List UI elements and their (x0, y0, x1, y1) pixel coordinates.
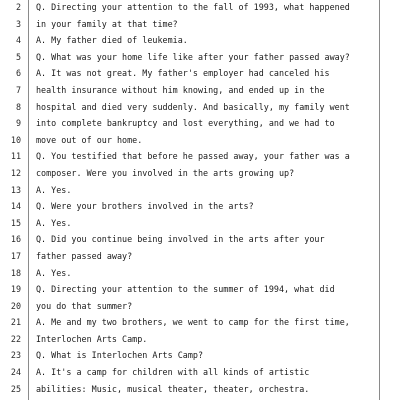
line-number: 2 (15, 2, 21, 12)
line-text: health insurance without him knowing, and ended up in the (36, 84, 325, 95)
transcript-line (0, 65, 400, 82)
line-number: 9 (15, 118, 21, 129)
transcript-line (0, 16, 400, 33)
line-text: in your family at that time? (36, 18, 178, 29)
line-number: 16 (10, 234, 21, 245)
line-text: A. Yes. (36, 267, 72, 278)
transcript-line (0, 347, 400, 364)
line-number: 11 (10, 151, 21, 162)
line-number: 8 (15, 101, 21, 112)
line-text: abilities: Music, musical theater, theater, orchestra. (36, 383, 310, 394)
line-number: 3 (15, 18, 21, 29)
line-text: move out of our home. (36, 134, 143, 145)
line-text: into complete bankruptcy and lost everything, and we had to (36, 118, 335, 129)
transcript-line (0, 231, 400, 248)
line-number: 6 (15, 68, 21, 79)
transcript-line (0, 132, 400, 149)
line-text: A. Yes. (36, 217, 72, 228)
line-text: father passed away? (36, 250, 133, 261)
line-number: 10 (10, 134, 21, 145)
transcript-line (0, 215, 400, 232)
line-text: Q. You testified that before he passed away, your father was a (36, 151, 350, 162)
line-text: A. My father died of leukemia. (36, 35, 188, 46)
transcript-line (0, 82, 400, 99)
line-number: 13 (10, 184, 21, 195)
transcript-line (0, 364, 400, 381)
transcript-line (0, 182, 400, 199)
line-number: 17 (10, 250, 21, 261)
transcript-line (0, 381, 400, 398)
transcript-line (0, 331, 400, 348)
line-number: 23 (10, 350, 21, 361)
line-text: Q. What is Interlochen Arts Camp? (36, 350, 204, 361)
line-number: 15 (10, 217, 21, 228)
transcript-line (0, 165, 400, 182)
transcript-line (0, 281, 400, 298)
line-text: A. It's a camp for children with all kinds of artistic (36, 367, 310, 378)
line-text: Q. Did you continue being involved in the arts after your (36, 234, 325, 245)
line-text: Q. Were your brothers involved in the arts? (36, 201, 254, 212)
transcript-line (0, 265, 400, 282)
line-number: 19 (10, 284, 21, 295)
line-text: A. Yes. (36, 184, 72, 195)
line-number: 12 (10, 167, 21, 178)
line-text: A. It was not great. My father's employer had canceled his (36, 68, 330, 79)
line-number: 7 (15, 84, 21, 95)
line-number: 21 (10, 317, 21, 328)
transcript-line (0, 148, 400, 165)
line-text: hospital and died very suddenly. And basically, my family went (36, 101, 350, 112)
transcript-line (0, 298, 400, 315)
line-number: 20 (10, 300, 21, 311)
line-text: composer. Were you involved in the arts growing up? (36, 167, 295, 178)
line-text: you do that summer? (36, 300, 133, 311)
line-number: 24 (10, 367, 21, 378)
line-number: 14 (10, 201, 21, 212)
transcript-line (0, 248, 400, 265)
transcript-line (0, 99, 400, 116)
transcript-line (0, 314, 400, 331)
line-number: 25 (10, 383, 21, 394)
line-text: Q. Directing your attention to the fall of 1993, what happened (36, 2, 350, 12)
line-number: 22 (10, 333, 21, 344)
line-number: 5 (15, 51, 21, 62)
line-number: 18 (10, 267, 21, 278)
transcript-line (0, 49, 400, 66)
transcript-line (0, 115, 400, 132)
line-text: A. Me and my two brothers, we went to camp for the first time, (36, 317, 350, 328)
line-text: Q. Directing your attention to the summer of 1994, what did (36, 284, 335, 295)
transcript-line (0, 0, 400, 16)
line-text: Interlochen Arts Camp. (36, 333, 148, 344)
line-text: Q. What was your home life like after your father passed away? (36, 51, 350, 62)
transcript-line (0, 32, 400, 49)
line-number: 4 (15, 35, 21, 46)
transcript-line (0, 198, 400, 215)
